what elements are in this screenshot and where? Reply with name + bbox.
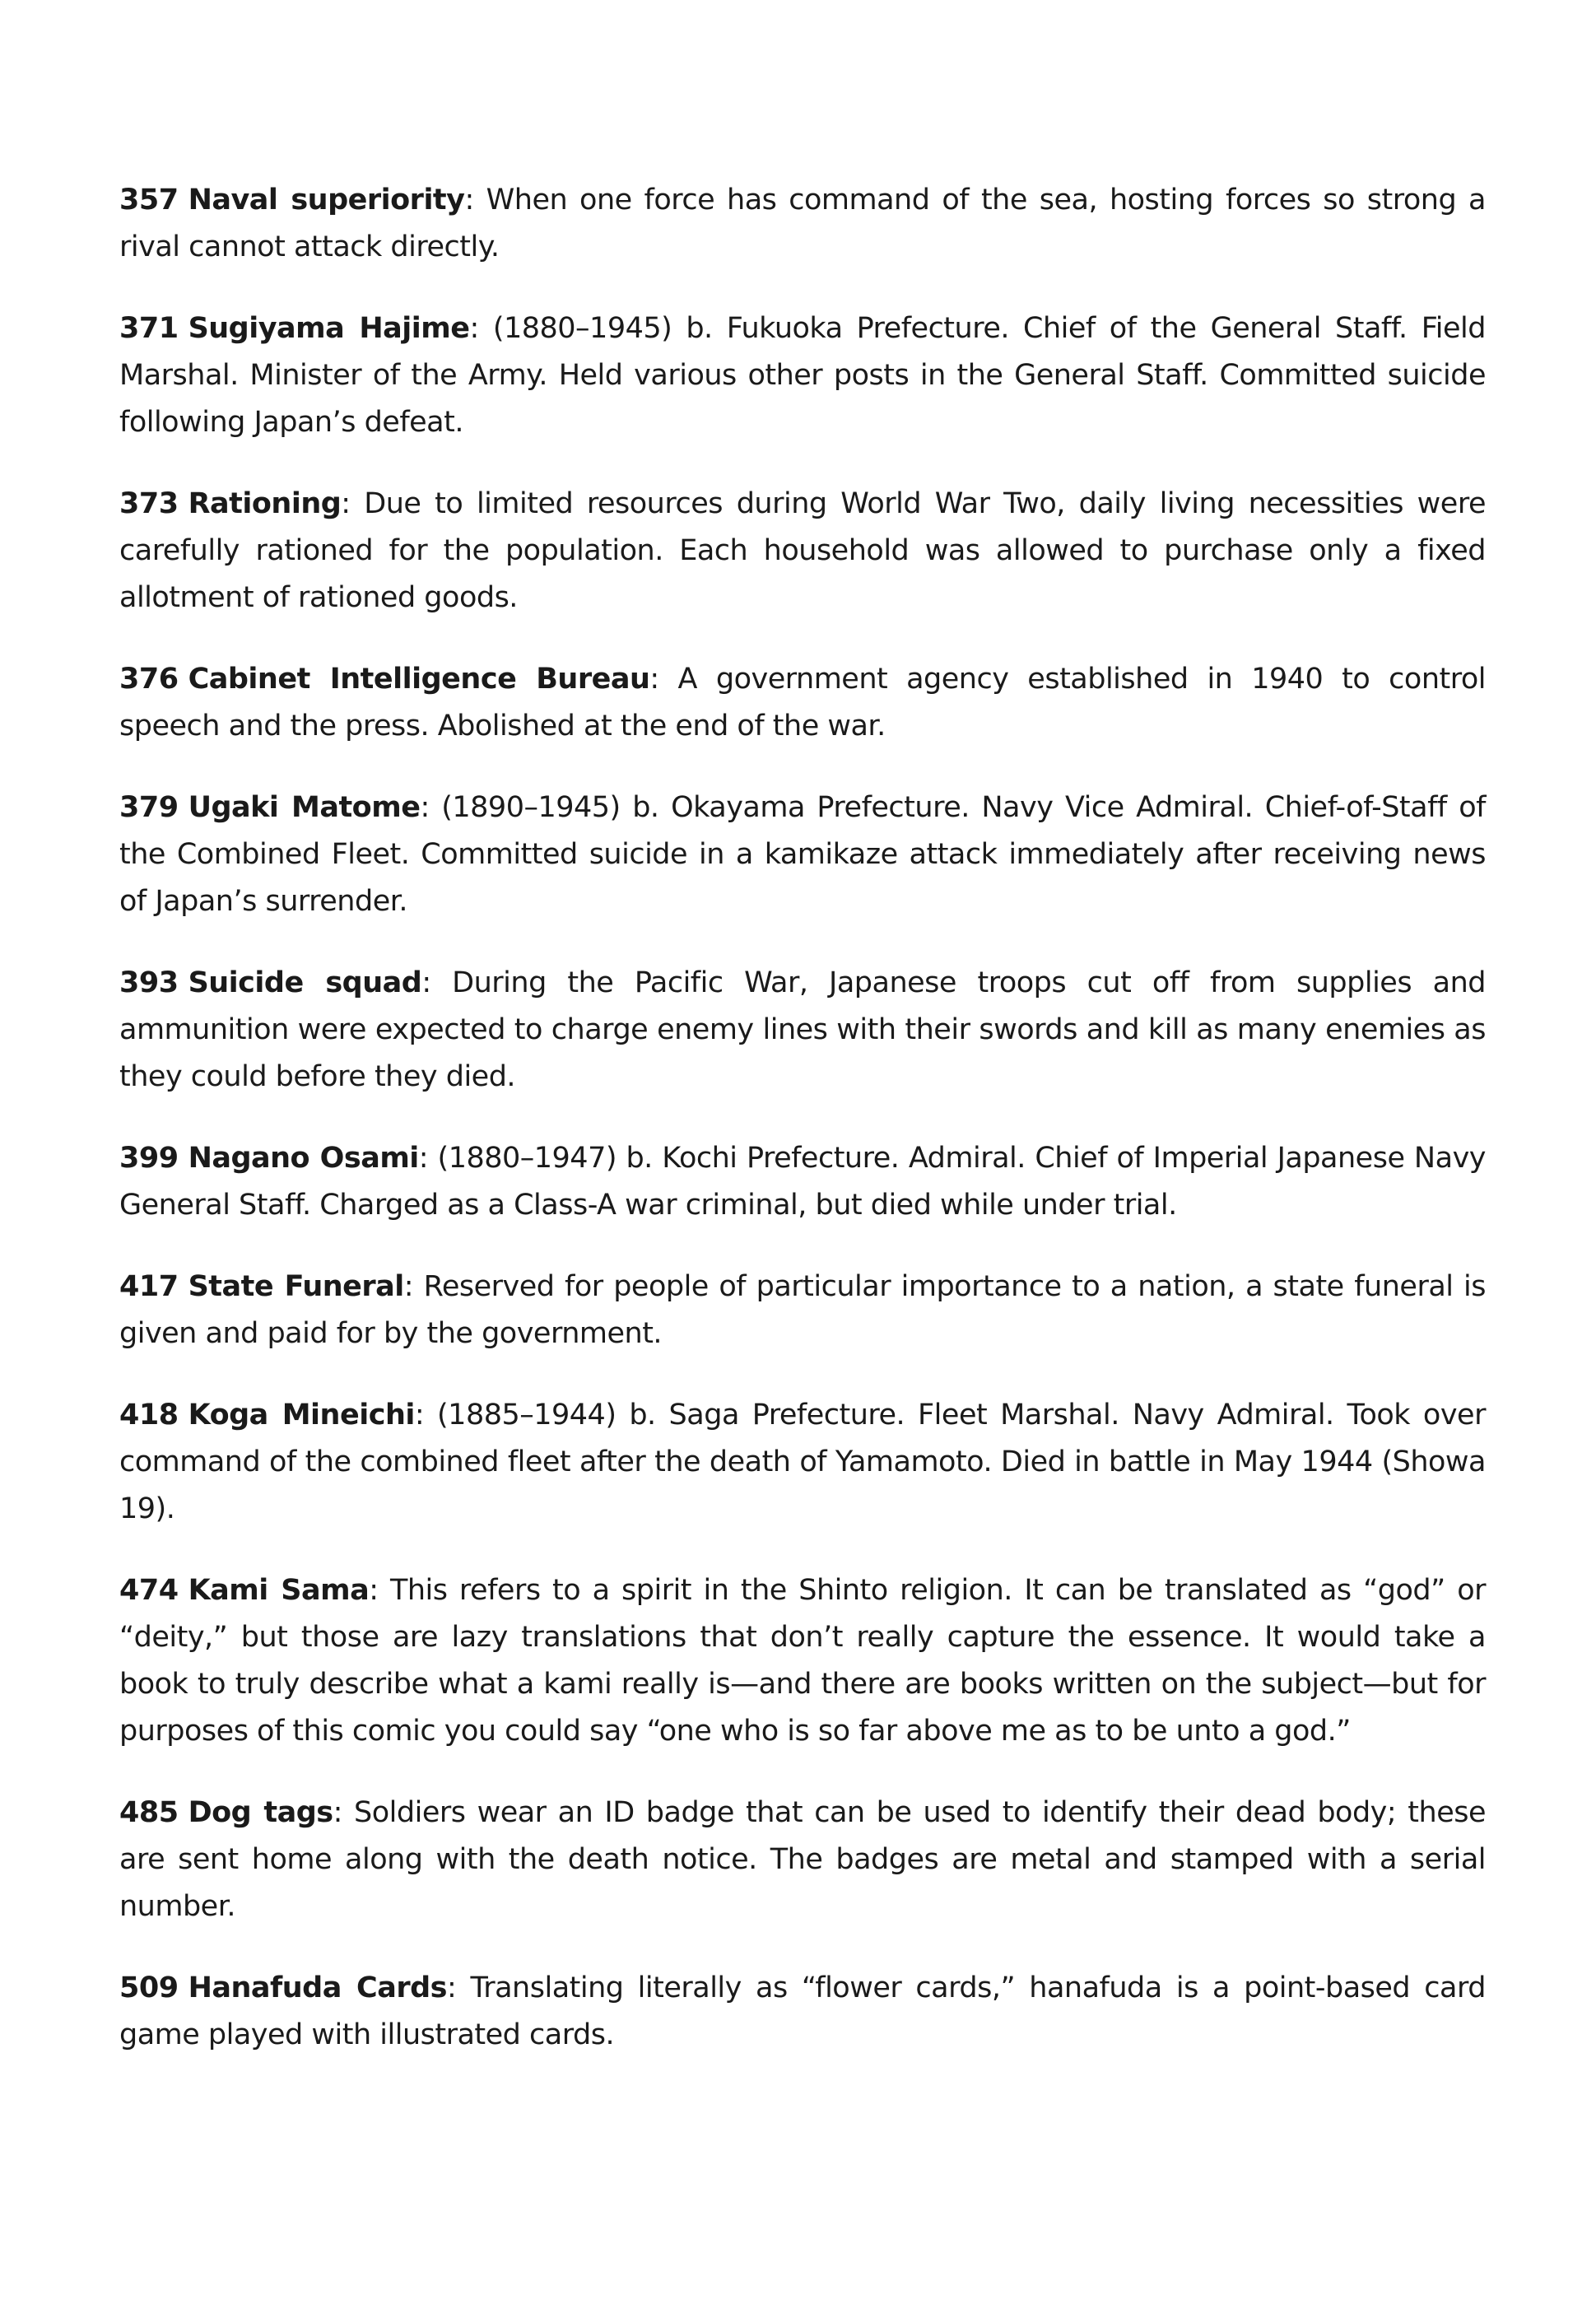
note-number: 371 (119, 312, 179, 345)
note-418 (119, 1392, 1486, 1533)
note-term: Sugiyama Hajime (188, 312, 470, 345)
note-term: Ugaki Matome (188, 791, 421, 824)
glossary-notes (119, 177, 1486, 2093)
note-371 (119, 305, 1486, 446)
note-term: Rationing (188, 487, 342, 520)
note-text: : Due to limited resources during World War Two, daily living necessities were carefully rationed for the population. Each household was allowed to purchase only a fixed allotment of rationed goods. (119, 487, 1486, 614)
note-term: Koga Mineichi (188, 1399, 415, 1431)
note-text: : This refers to a spirit in the Shinto religion. It can be translated as “god” or “deity,” but those are lazy translations that don’t really capture the essence. It would take a book to truly describe what a kami really is—and there are books written on the subject—but for purposes of this comic you could say “one who is so far above me as to be unto a god.” (119, 1574, 1486, 1748)
note-373 (119, 481, 1486, 621)
note-number: 357 (119, 184, 179, 216)
note-number: 509 (119, 1971, 179, 2004)
note-number: 399 (119, 1142, 179, 1175)
note-text: : (1885–1944) b. Saga Prefecture. Fleet Marshal. Navy Admiral. Took over command of the combined fleet after the death of Yamamoto. Died in battle in May 1944 (Showa 19). (119, 1399, 1486, 1525)
note-term: Dog tags (188, 1796, 333, 1829)
note-text: : During the Pacific War, Japanese troops cut off from supplies and ammunition were expected to charge enemy lines with their swords and kill as many enemies as they could before they died. (119, 966, 1486, 1093)
note-number: 485 (119, 1796, 179, 1829)
note-text: : Translating literally as “flower cards,” hanafuda is a point-based card game played with illustrated cards. (119, 1971, 1486, 2051)
note-text: : Soldiers wear an ID badge that can be used to identify their dead body; these are sent home along with the death notice. The badges are metal and stamped with a serial number. (119, 1796, 1487, 1923)
note-text: : (1880–1945) b. Fukuoka Prefecture. Chief of the General Staff. Field Marshal. Minister of the Army. Held various other posts in the General Staff. Committed suicide following Japan’s defeat. (119, 312, 1486, 439)
note-509 (119, 1965, 1486, 2059)
note-number: 393 (119, 966, 179, 999)
note-text: : A government agency established in 1940 to control speech and the press. Abolished at the end of the war. (119, 663, 1486, 743)
note-term: Hanafuda Cards (188, 1971, 448, 2004)
note-number: 373 (119, 487, 179, 520)
note-text: : (1880–1947) b. Kochi Prefecture. Admiral. Chief of Imperial Japanese Navy General Staff. Charged as a Class-A war criminal, but died while under trial. (119, 1142, 1486, 1222)
note-term: Naval superiority (188, 184, 465, 216)
note-term: Kami Sama (188, 1574, 370, 1607)
note-379 (119, 784, 1486, 925)
note-text: : (1890–1945) b. Okayama Prefecture. Navy Vice Admiral. Chief-of-Staff of the Combined Fleet. Committed suicide in a kamikaze attack immediately after receiving news of Japan’s surrender. (119, 791, 1486, 918)
note-number: 418 (119, 1399, 179, 1431)
note-399 (119, 1135, 1486, 1229)
note-474 (119, 1567, 1486, 1755)
note-417 (119, 1264, 1486, 1357)
note-term: Cabinet Intelligence Bureau (188, 663, 650, 696)
note-393 (119, 960, 1486, 1101)
note-text: : When one force has command of the sea, hosting forces so strong a rival cannot attack directly. (119, 184, 1486, 263)
note-number: 417 (119, 1270, 179, 1303)
note-485 (119, 1790, 1486, 1930)
note-text: : Reserved for people of particular importance to a nation, a state funeral is given and paid for by the government. (119, 1270, 1487, 1350)
note-number: 379 (119, 791, 179, 824)
note-term: State Funeral (188, 1270, 404, 1303)
note-376 (119, 656, 1486, 750)
note-term: Suicide squad (188, 966, 422, 999)
note-357 (119, 177, 1486, 271)
note-number: 474 (119, 1574, 179, 1607)
note-number: 376 (119, 663, 179, 696)
note-term: Nagano Osami (188, 1142, 419, 1175)
